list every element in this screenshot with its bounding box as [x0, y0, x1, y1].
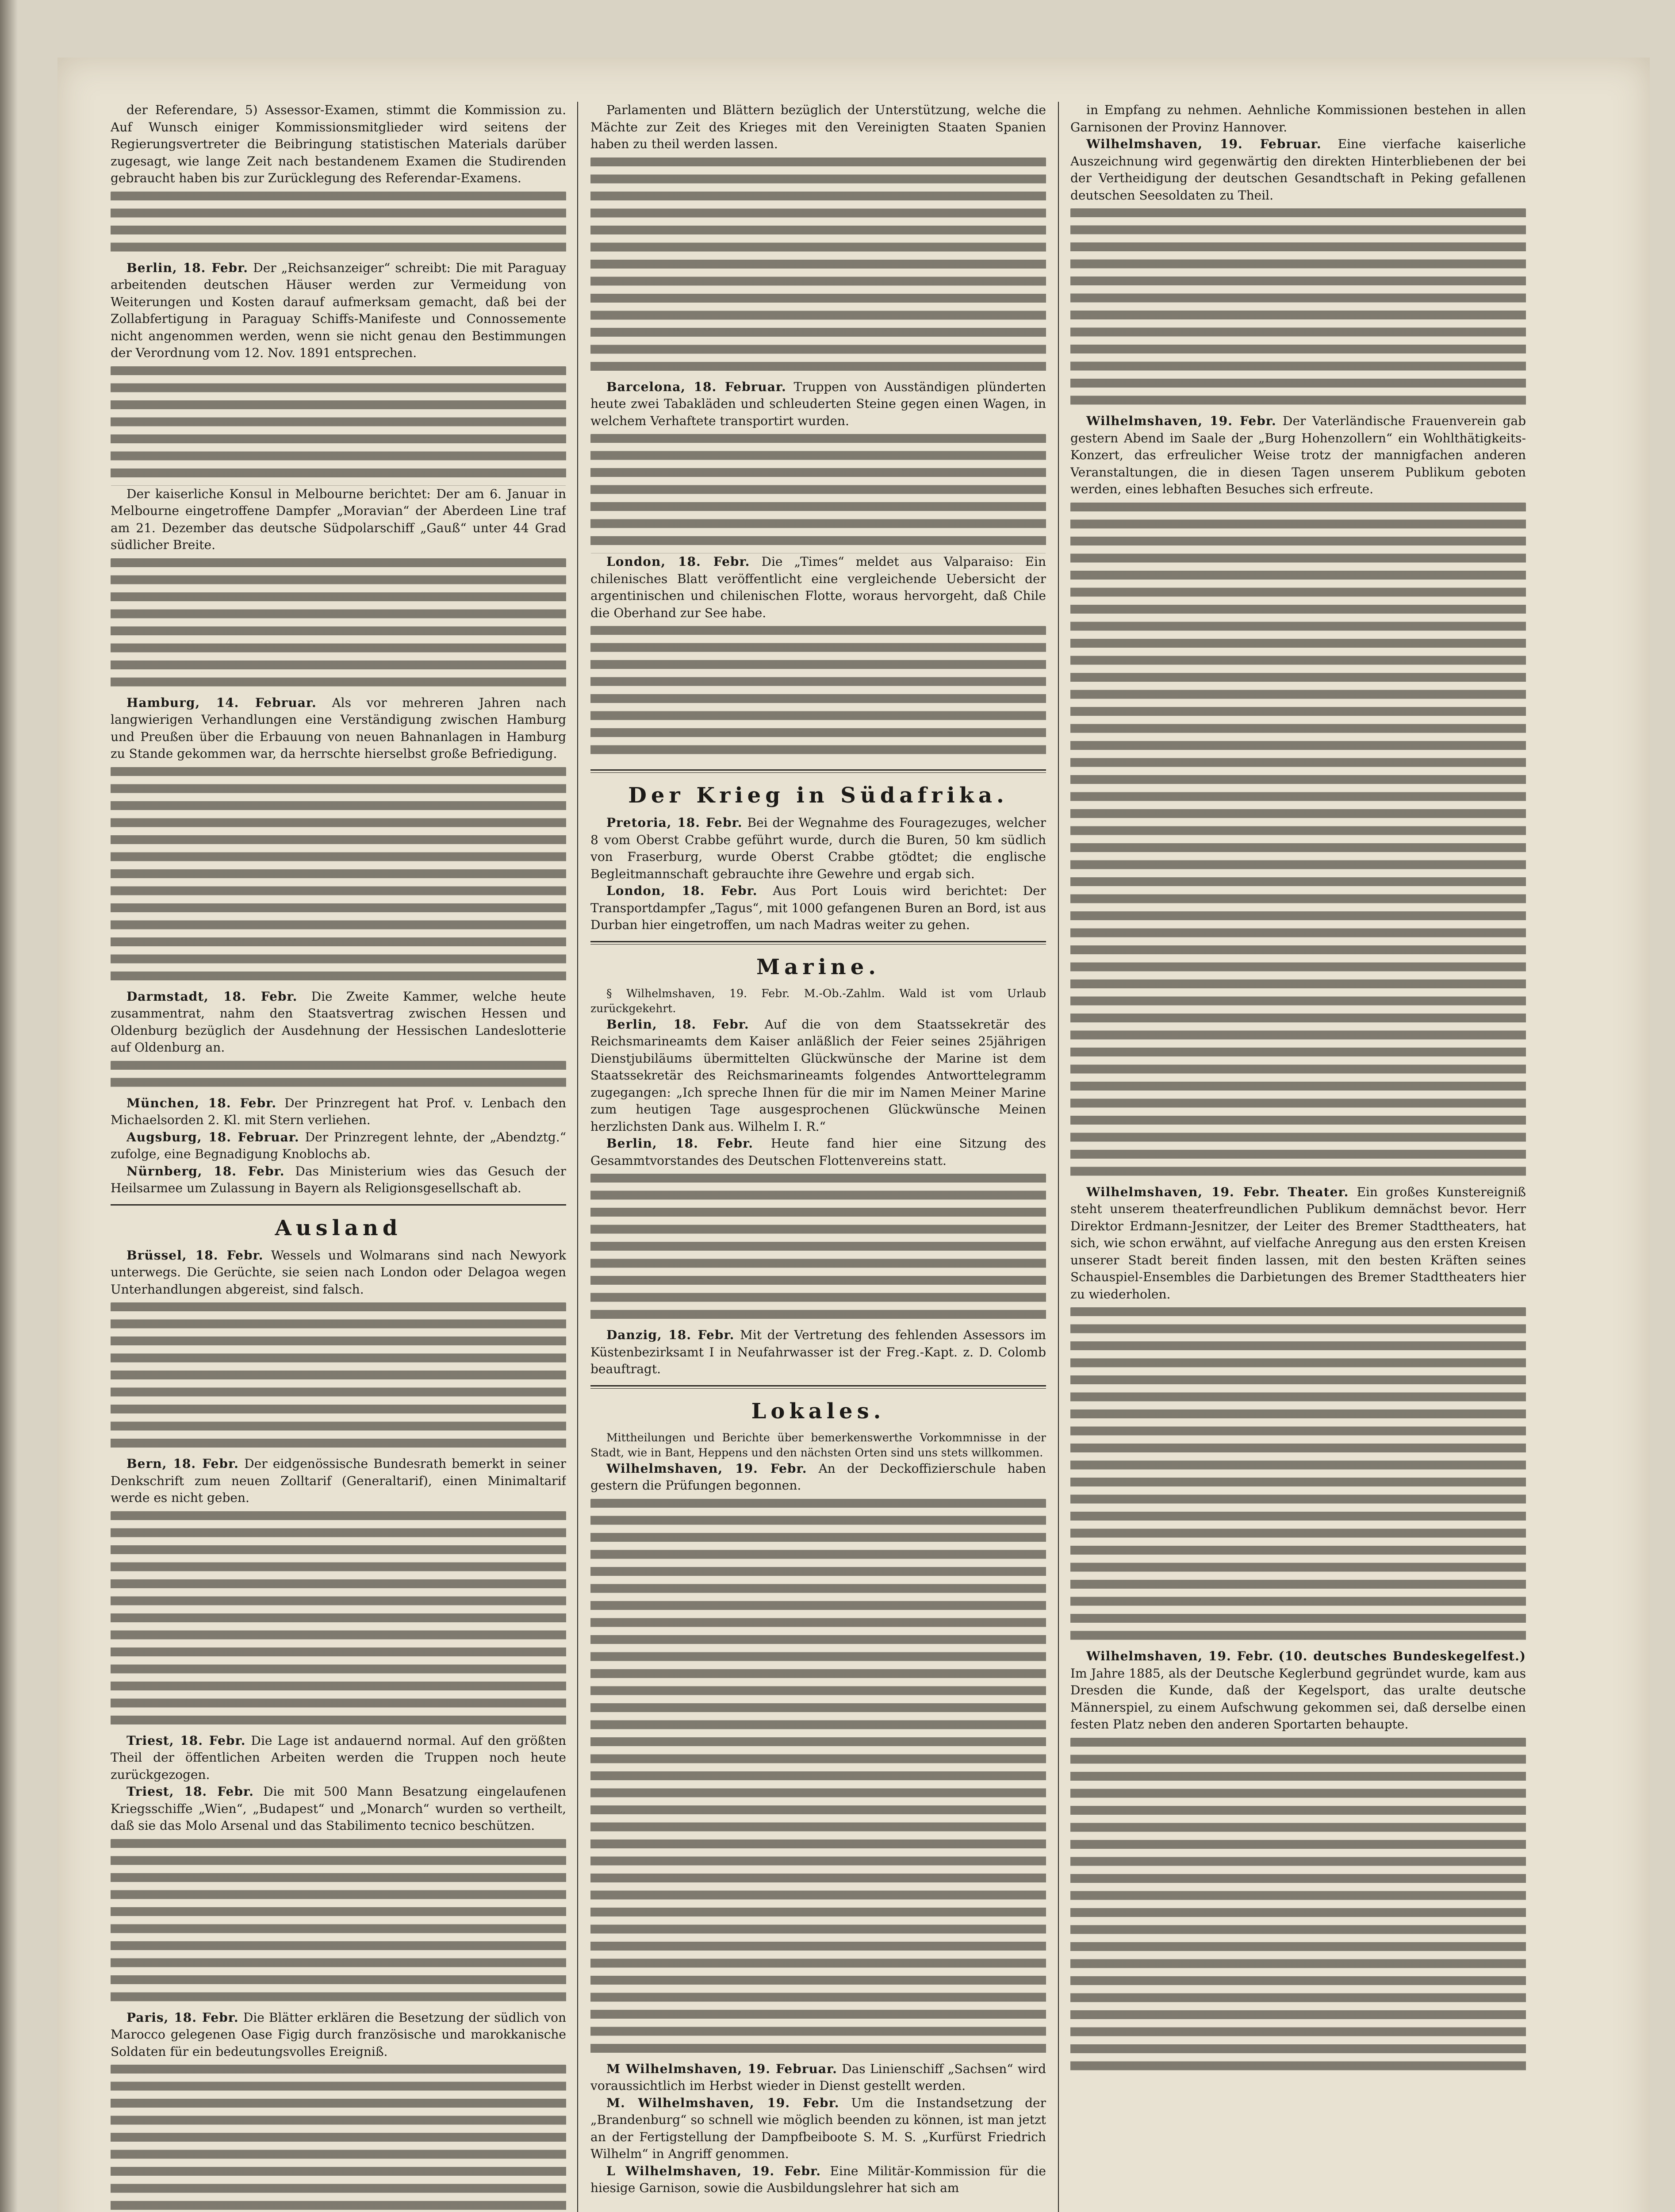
article-text: Aus Port Louis wird berichtet: Der Transportdampfer „Tagus“, mit 1000 gefangenen Buren an Bord, ist aus Durban hier eingetroffen, um nach Madras weiter zu gehen.: [590, 883, 1046, 932]
dateline: Barcelona, 18. Februar.: [606, 379, 786, 394]
text-block: [590, 1174, 1046, 1327]
text-block: [590, 434, 1046, 553]
text-block: [111, 767, 566, 988]
article-text: Die Zweite Kammer, welche heute zusammentrat, nahm den Staatsvertrag zwischen Hessen und Oldenburg bezüglich der Ausdehnung der Hessischen Landeslotterie auf Oldenburg an.: [111, 989, 566, 1055]
article-text: Bei der Wegnahme des Fouragezuges, welcher 8 vom Oberst Crabbe geführt wurde, durch die Buren, 50 km südlich von Fraserburg, wurde Oberst Crabbe gtödtet; die englische Begleitmannschaft gebrauchte ihre Gewehre und ergab sich.: [590, 815, 1046, 881]
text-block: [111, 1061, 566, 1095]
dateline: London, 18. Febr.: [606, 554, 750, 569]
column-rule-1: [577, 102, 578, 2212]
dateline: Brüssel, 18. Febr.: [126, 1248, 264, 1263]
article-text: Der eidgenössische Bundesrath bemerkt in seiner Denkschrift zum neuen Zolltarif (Generaltarif), einen Minimaltarif werde es nicht geben.: [111, 1456, 566, 1505]
section-heading-marine: Marine.: [756, 954, 880, 979]
dateline: Berlin, 18. Febr.: [126, 260, 249, 275]
dateline: München, 18. Febr.: [126, 1095, 277, 1110]
article-text: Der Prinzregent lehnte, der „Abendztg.“ zufolge, eine Begnadigung Knoblochs ab.: [111, 1129, 566, 1161]
article-text: Der Prinzregent hat Prof. v. Lenbach den Michaelsorden 2. Kl. mit Stern verliehen.: [111, 1095, 566, 1127]
dateline: Triest, 18. Febr.: [126, 1733, 246, 1748]
dateline: Paris, 18. Febr.: [126, 2010, 239, 2025]
text-block: [590, 157, 1046, 379]
text-block: [1070, 503, 1526, 1184]
article-text: Wessels und Wolmarans sind nach Newyork unterwegs. Die Gerüchte, sie seien nach London oder Delagoa wegen Unterhandlungen abgereist, sind falsch.: [111, 1248, 566, 1297]
text-block: [1070, 208, 1526, 413]
text-block: [111, 1302, 566, 1455]
section-heading-krieg: Der Krieg in Südafrika.: [628, 783, 1008, 808]
section-heading-lokales: Lokales.: [751, 1398, 885, 1424]
dateline: Pretoria, 18. Febr.: [606, 815, 743, 830]
article-text: Truppen von Ausständigen plünderten heute zwei Tabakläden und schleuderten Steine gegen einen Wagen, in welchem Verhaftete transportirt wurden.: [590, 379, 1046, 428]
article-text: Mit der Vertretung des fehlenden Assessors im Küstenbezirksamt I in Neufahrwasser ist der Freg.-Kapt. z. D. Colomb beauftragt.: [590, 1328, 1046, 1376]
dateline: Wilhelmshaven, 19. Febr.: [606, 1461, 807, 1476]
article-text: Eine Militär-Kommission für die hiesige Garnison, sowie die Ausbildungslehrer hat sich am: [590, 2163, 1046, 2195]
text-block: [1070, 1307, 1526, 1648]
article-text: Die mit 500 Mann Besatzung eingelaufenen Kriegsschiffe „Wien“, „Budapest“ und „Monarch“ wurden so vertheilt, daß sie das Molo Arsenal und das Stabilimento tecnico beschützen.: [111, 1784, 566, 1833]
dateline: Bern, 18. Febr.: [126, 1456, 239, 1471]
dateline: Berlin, 18. Febr.: [606, 1136, 754, 1151]
dateline: London, 18. Febr.: [606, 883, 758, 898]
article-text: der Referendare, 5) Assessor-Examen, stimmt die Kommission zu. Auf Wunsch einiger Kommissionsmitglieder wird seitens der Regierungsvertreter die Beibringung statistischen Materials darüber zugesagt, wie lange Zeit nach bestandenem Examen die Studirenden gebraucht haben bis zur Zurücklegung des Referendar-Examens.: [111, 103, 566, 185]
dateline: Wilhelmshaven, 19. Febr.: [1086, 414, 1276, 428]
article-text: Als vor mehreren Jahren nach langwierigen Verhandlungen eine Verständigung zwischen Hamburg und Preußen über die Erbauung von neuen Bahnanlagen in Hamburg zu Stande gekommen war, da herrschte hierselbst große Befriedigung.: [111, 695, 566, 761]
column-3: [1070, 102, 1526, 2212]
article-text: § Wilhelmshaven, 19. Febr. M.-Ob.-Zahlm. Wald ist vom Urlaub zurückgekehrt.: [590, 987, 1046, 1015]
section-rule: [590, 769, 1046, 773]
text-block: [111, 1511, 566, 1732]
article-heading: (10. deutsches Bundeskegelfest.): [1278, 1649, 1526, 1663]
section-heading-ausland: Ausland: [275, 1215, 402, 1240]
article-text: Die „Times“ meldet aus Valparaiso: Ein chilenisches Blatt veröffentlicht eine vergleichende Uebersicht der argentinischen und chilenischen Flotte, woraus hervorgeht, daß Chile die Oberhand zur See habe.: [590, 554, 1046, 620]
article-text: Parlamenten und Blättern bezüglich der Unterstützung, welche die Mächte zur Zeit des Krieges mit den Vereinigten Staaten Spanien haben zu theil werden lassen.: [590, 103, 1046, 151]
article-text: Um die Instandsetzung der „Brandenburg“ so schnell wie möglich beenden zu können, ist man jetzt an der Fertigstellung der Dampfbeiboote S. M. S. „Kurfürst Friedrich Wilhelm“ in Angriff genommen.: [590, 2095, 1046, 2161]
dateline: Hamburg, 14. Februar.: [126, 695, 317, 710]
dateline: Nürnberg, 18. Febr.: [126, 1164, 285, 1179]
binding-shadow: [0, 0, 18, 2212]
article-text: Die Lage ist andauernd normal. Auf den größten Theil der öffentlichen Arbeiten werden die Truppen noch heute zurückgezogen.: [111, 1733, 566, 1782]
column-2: [590, 102, 1046, 2212]
column-rule-2: [1058, 102, 1059, 2212]
dateline: M Wilhelmshaven, 19. Februar.: [606, 2061, 837, 2076]
article-text: Der kaiserliche Konsul in Melbourne berichtet: Der am 6. Januar in Melbourne eingetroffene Dampfer „Moravian“ der Aberdeen Line traf am 21. Dezember das deutsche Südpolarschiff „Gauß“ unter 44 Grad südlicher Breite.: [111, 486, 566, 552]
article-text: Das Ministerium wies das Gesuch der Heilsarmee um Zulassung in Bayern als Religionsgesellschaft ab.: [111, 1164, 566, 1195]
column-1: [111, 102, 566, 2212]
dateline: M. Wilhelmshaven, 19. Febr.: [606, 2095, 839, 2110]
article-text: Das Linienschiff „Sachsen“ wird voraussichtlich im Herbst wieder in Dienst gestellt werden.: [590, 2061, 1046, 2093]
article-text: Der Vaterländische Frauenverein gab gestern Abend im Saale der „Burg Hohenzollern“ ein Wohlthätigkeits-Konzert, das erfreulicher Weise trotz der mannigfachen anderen Veranstaltungen, die in diesen Tagen unserem Publikum geboten werden, eines lebhaften Besuches sich erfreute.: [1070, 414, 1526, 496]
article-text: Eine vierfache kaiserliche Auszeichnung wird gegenwärtig den direkten Hinterbliebenen der bei der Vertheidigung der deutschen Gesandtschaft in Peking gefallenen deutschen Seesoldaten zu Theil.: [1070, 137, 1526, 203]
text-block: [111, 192, 566, 260]
article-text: Auf die von dem Staatssekretär des Reichsmarineamts dem Kaiser anläßlich der Feier seines 25jährigen Dienstjubiläums übermittelten Glückwünsche der Marine ist dem Staatssekretär des Reichsmarineamts folgendes Antworttelegramm zugegangen: „Ich spreche Ihnen für die mir im Namen Meiner Marine zum heutigen Tage ausgesprochenen Glückwünsche Meinen herzlichsten Dank aus. Wilhelm I. R.“: [590, 1017, 1046, 1134]
dateline: Augsburg, 18. Februar.: [126, 1129, 299, 1144]
article-text: Heute fand hier eine Sitzung des Gesammtvorstandes des Deutschen Flottenvereins statt.: [590, 1136, 1046, 1168]
dateline: Berlin, 18. Febr.: [606, 1017, 749, 1032]
article-text: Die Blätter erklären die Besetzung der südlich von Marocco gelegenen Oase Figig durch französische und marokkanische Soldaten für ein bedeutungsvolles Ereigniß.: [111, 2010, 566, 2059]
text-block: [111, 1839, 566, 2009]
text-block: [111, 2065, 566, 2212]
section-rule: [590, 941, 1046, 945]
article-text: Im Jahre 1885, als der Deutsche Keglerbund gegründet wurde, kam aus Dresden die Kunde, daß der Kegelsport, das uralte deutsche Männerspiel, zu einem Aufschwung gekommen sei, daß derselbe einen festen Platz neben den anderen Sportarten behaupte.: [1070, 1666, 1526, 1732]
editor-note: Mittheilungen und Berichte über bemerkenswerthe Vorkommnisse in der Stadt, wie in Bant, Heppens und den nächsten Orten sind uns stets willkommen.: [590, 1431, 1046, 1459]
dateline: Wilhelmshaven, 19. Febr.: [1086, 1649, 1274, 1663]
article-text: Ein großes Kunstereigniß steht unserem theaterfreundlichen Publikum demnächst bevor. Herr Direktor Erdmann-Jesnitzer, der Leiter des Bremer Stadttheaters, hat sich, wie schon erwähnt, auf vielfache Anregung aus den ersten Kreisen unserer Stadt bereit finden lassen, mit den besten Kräften seines Schauspiel-Ensembles die Darbietungen des Bremer Stadttheaters hier zu wiederholen.: [1070, 1184, 1526, 1302]
dateline: Triest, 18. Febr.: [126, 1784, 254, 1799]
dateline: L Wilhelmshaven, 19. Febr.: [606, 2163, 821, 2178]
text-block: [590, 1499, 1046, 2061]
text-block: [111, 558, 566, 695]
article-text: in Empfang zu nehmen. Aehnliche Kommissionen bestehen in allen Garnisonen der Provinz Hannover.: [1070, 103, 1526, 134]
article-heading: Theater.: [1288, 1184, 1349, 1199]
dateline: Danzig, 18. Febr.: [606, 1328, 735, 1342]
article-text: An der Deckoffizierschule haben gestern die Prüfungen begonnen.: [590, 1461, 1046, 1493]
text-block: [590, 626, 1046, 762]
text-block: [111, 366, 566, 486]
dateline: Wilhelmshaven, 19. Febr.: [1086, 1184, 1280, 1199]
dateline: Darmstadt, 18. Febr.: [126, 989, 298, 1004]
article-text: Der „Reichsanzeiger“ schreibt: Die mit Paraguay arbeitenden deutschen Häuser werden zur Vermeidung von Weiterungen und Kosten darauf aufmerksam gemacht, daß bei der Zollabfertigung in Paraguay Schiffs-Manifeste und Connossemente nicht angenommen werden, wenn sie nicht genau den Bestimmungen der Verordnung vom 12. Nov. 1891 entsprechen.: [111, 260, 566, 360]
section-rule: [111, 1204, 566, 1206]
section-rule: [590, 1385, 1046, 1389]
dateline: Wilhelmshaven, 19. Februar.: [1086, 137, 1322, 151]
text-block: [1070, 1738, 1526, 2074]
